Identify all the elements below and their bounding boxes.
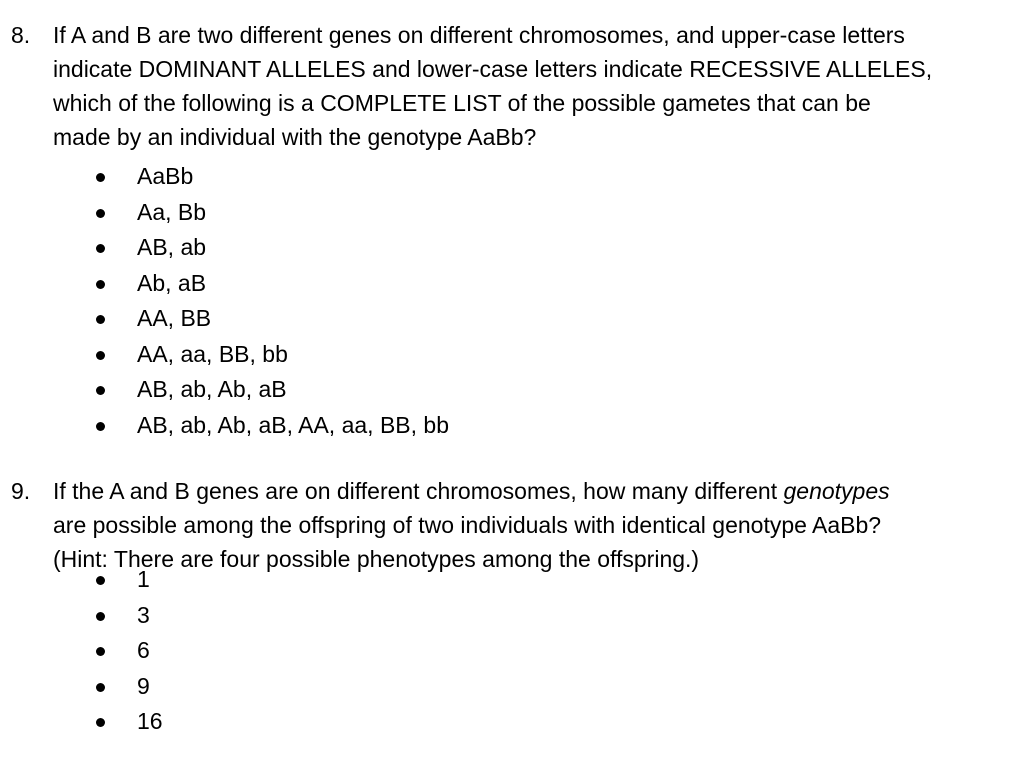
answer-option [0,195,1024,231]
answer-option [0,562,1024,598]
answer-option-text: 16 [137,708,163,734]
answer-option [0,633,1024,669]
question-text-start: If the A and B genes are on different chromosomes, how many different [53,478,784,504]
emphasized-term: genotypes [783,478,890,504]
bullet-icon [96,173,105,182]
question-number: 8. [11,22,31,48]
answer-option-text: AB, ab [137,234,207,260]
bullet-icon [96,244,105,253]
answer-option [0,372,1024,408]
answer-option [0,230,1024,266]
answer-option-text: 9 [137,672,150,699]
answer-option-text: Ab, aB [137,269,207,296]
answer-options-list [0,562,1024,740]
answer-options-list [0,159,1024,443]
question-text [53,474,1013,576]
question-number: 9. [11,478,31,504]
answer-option-text: Aa, Bb [137,198,207,225]
answer-option-text: AaBb [137,163,194,189]
answer-option-text: 6 [137,637,150,663]
answer-option-text: 3 [137,601,150,628]
bullet-icon [96,351,105,360]
bullet-icon [96,422,105,431]
answer-option [0,408,1024,444]
bullet-icon [96,315,105,324]
answer-option [0,598,1024,634]
bullet-icon [96,209,105,218]
answer-option-text: AB, ab, Ab, aB, AA, aa, BB, bb [137,411,449,438]
bullet-icon [96,647,105,656]
answer-option [0,301,1024,337]
answer-option [0,704,1024,740]
answer-option [0,337,1024,373]
answer-option [0,159,1024,195]
answer-option [0,266,1024,302]
bullet-icon [96,280,105,289]
bullet-icon [96,683,105,692]
answer-option [0,669,1024,705]
bullet-icon [96,576,105,585]
bullet-icon [96,386,105,395]
answer-option-text: AA, BB [137,305,212,331]
question-text-end: are possible among the offspring of two individuals with identical genotype AaBb? (Hint: There are four possible phenotypes among the offspring.) [53,512,882,572]
answer-option-text: AB, ab, Ab, aB [137,376,287,402]
bullet-icon [96,718,105,727]
bullet-icon [96,612,105,621]
answer-option-text: AA, aa, BB, bb [137,340,288,367]
question-text: If A and B are two different genes on different chromosomes, and upper-case letters indicate DOMINANT ALLELES and lower-case letters indicate RECESSIVE ALLELES, which of the following is a COMPLETE LIST of the possible gametes that can be made by an individual with the genotype AaBb? [53,22,933,150]
answer-option-text: 1 [137,566,150,592]
